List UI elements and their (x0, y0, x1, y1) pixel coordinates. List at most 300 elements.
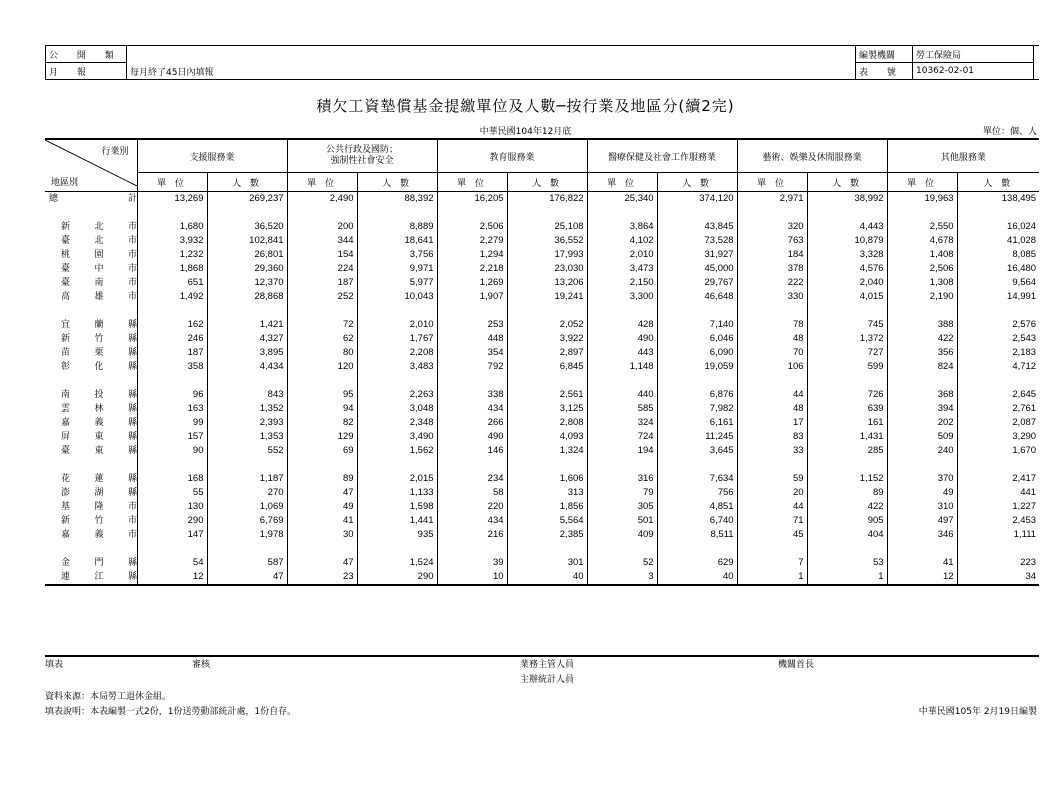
region-cell (45, 346, 137, 360)
table-row (45, 360, 1039, 374)
units-cell: 216 (437, 528, 507, 542)
units-cell: 4,678 (887, 234, 957, 248)
industry-header: 教育服務業 (437, 139, 587, 173)
spacer-cell (957, 206, 1039, 220)
units-cell: 3,473 (587, 262, 657, 276)
region-name: 臺 北 市 (61, 236, 137, 246)
units-cell: 330 (737, 290, 807, 304)
units-cell: 434 (437, 402, 507, 416)
region-name: 花 蓮 縣 (61, 474, 137, 484)
units-cell: 12 (137, 570, 207, 585)
persons-cell: 2,052 (507, 318, 587, 332)
units-cell: 266 (437, 416, 507, 430)
persons-cell: 3,756 (357, 248, 437, 262)
region-cell (45, 290, 137, 304)
units-cell: 1,680 (137, 220, 207, 234)
persons-cell: 2,453 (957, 514, 1039, 528)
persons-cell: 19,241 (507, 290, 587, 304)
industry-label: 行業別 (101, 147, 129, 157)
persons-subheader: 人 數 (357, 173, 437, 192)
units-cell: 19,963 (887, 192, 957, 207)
units-cell: 55 (137, 486, 207, 500)
persons-cell: 6,876 (657, 388, 737, 402)
persons-cell: 46,648 (657, 290, 737, 304)
persons-cell: 404 (807, 528, 887, 542)
units-cell: 80 (287, 346, 357, 360)
spacer-cell (657, 304, 737, 318)
persons-cell: 29,767 (657, 276, 737, 290)
persons-cell: 1,598 (357, 500, 437, 514)
persons-cell: 2,183 (957, 346, 1039, 360)
units-cell: 792 (437, 360, 507, 374)
spacer-cell (137, 542, 207, 556)
persons-cell: 2,015 (357, 472, 437, 486)
spacer-cell (657, 206, 737, 220)
units-cell: 95 (287, 388, 357, 402)
region-name: 總 計 (49, 194, 137, 204)
persons-cell: 26,801 (207, 248, 287, 262)
units-cell: 168 (137, 472, 207, 486)
persons-cell: 1,421 (207, 318, 287, 332)
persons-cell: 2,208 (357, 346, 437, 360)
header-agency-label: 編製機關 (856, 46, 913, 63)
table-row (45, 388, 1039, 402)
units-cell: 220 (437, 500, 507, 514)
units-cell: 71 (737, 514, 807, 528)
spacer-cell (807, 458, 887, 472)
spacer-cell (657, 542, 737, 556)
persons-cell: 40 (657, 570, 737, 585)
units-cell: 434 (437, 514, 507, 528)
persons-cell: 1,670 (957, 444, 1039, 458)
units-cell: 48 (737, 332, 807, 346)
region-name: 屏 東 縣 (61, 432, 137, 442)
units-cell: 12 (887, 570, 957, 585)
persons-cell: 40 (507, 570, 587, 585)
report-date: 中華民國104年12月底 (479, 127, 572, 137)
region-name: 雲 林 縣 (61, 404, 137, 414)
spacer-cell (45, 542, 137, 556)
units-cell: 200 (287, 220, 357, 234)
units-cell: 2,010 (587, 248, 657, 262)
spacer-cell (507, 458, 587, 472)
persons-cell: 269,237 (207, 192, 287, 207)
region-label: 地區別 (51, 178, 79, 188)
units-cell: 106 (737, 360, 807, 374)
units-cell: 184 (737, 248, 807, 262)
spacer-row (45, 206, 1039, 220)
persons-cell: 1,767 (357, 332, 437, 346)
region-name: 臺 東 縣 (61, 446, 137, 456)
persons-cell: 23,030 (507, 262, 587, 276)
footer-source: 資料來源：本局勞工退休金組。 (45, 692, 172, 702)
spacer-cell (587, 374, 657, 388)
region-cell (45, 486, 137, 500)
persons-cell: 629 (657, 556, 737, 570)
persons-cell: 47 (207, 570, 287, 585)
units-cell: 1,232 (137, 248, 207, 262)
persons-cell: 4,015 (807, 290, 887, 304)
persons-cell: 3,290 (957, 430, 1039, 444)
persons-cell: 102,841 (207, 234, 287, 248)
persons-cell: 4,327 (207, 332, 287, 346)
units-cell: 49 (287, 500, 357, 514)
persons-cell: 6,769 (207, 514, 287, 528)
units-cell: 41 (287, 514, 357, 528)
persons-cell: 1,562 (357, 444, 437, 458)
region-cell (45, 318, 137, 332)
table-row (45, 570, 1039, 585)
units-cell: 724 (587, 430, 657, 444)
persons-subheader: 人 數 (957, 173, 1039, 192)
table-row (45, 486, 1039, 500)
persons-cell: 2,263 (357, 388, 437, 402)
persons-cell: 9,564 (957, 276, 1039, 290)
table-row (45, 402, 1039, 416)
persons-cell: 1,441 (357, 514, 437, 528)
persons-cell: 9,971 (357, 262, 437, 276)
units-cell: 44 (737, 500, 807, 514)
persons-cell: 1,133 (357, 486, 437, 500)
spacer-cell (45, 304, 137, 318)
units-cell: 422 (887, 332, 957, 346)
spacer-cell (287, 374, 357, 388)
spacer-cell (137, 206, 207, 220)
units-cell: 49 (887, 486, 957, 500)
spacer-cell (437, 304, 507, 318)
persons-cell: 3,483 (357, 360, 437, 374)
spacer-cell (887, 206, 957, 220)
persons-cell: 1,353 (207, 430, 287, 444)
spacer-cell (437, 458, 507, 472)
region-name: 彰 化 縣 (61, 362, 137, 372)
persons-cell: 935 (357, 528, 437, 542)
units-cell: 157 (137, 430, 207, 444)
units-cell: 187 (137, 346, 207, 360)
persons-cell: 2,543 (957, 332, 1039, 346)
units-cell: 3,300 (587, 290, 657, 304)
footer-reviewer: 審核 (192, 660, 211, 670)
persons-cell: 28,868 (207, 290, 287, 304)
units-cell: 2,218 (437, 262, 507, 276)
spacer-cell (437, 542, 507, 556)
persons-cell: 53 (807, 556, 887, 570)
persons-cell: 7,982 (657, 402, 737, 416)
units-cell: 1,148 (587, 360, 657, 374)
persons-cell: 285 (807, 444, 887, 458)
persons-cell: 4,712 (957, 360, 1039, 374)
units-cell: 3 (587, 570, 657, 585)
units-cell: 54 (137, 556, 207, 570)
units-cell: 440 (587, 388, 657, 402)
persons-cell: 4,851 (657, 500, 737, 514)
persons-cell: 726 (807, 388, 887, 402)
table-row (45, 500, 1039, 514)
units-cell: 17 (737, 416, 807, 430)
persons-cell: 2,576 (957, 318, 1039, 332)
persons-cell: 441 (957, 486, 1039, 500)
units-cell: 20 (737, 486, 807, 500)
spacer-row (45, 542, 1039, 556)
table-row (45, 346, 1039, 360)
table-row (45, 234, 1039, 248)
industry-header: 支援服務業 (137, 139, 287, 173)
persons-cell: 8,511 (657, 528, 737, 542)
persons-cell: 1,431 (807, 430, 887, 444)
units-cell: 246 (137, 332, 207, 346)
units-cell: 368 (887, 388, 957, 402)
units-cell: 39 (437, 556, 507, 570)
persons-cell: 17,993 (507, 248, 587, 262)
persons-cell: 6,046 (657, 332, 737, 346)
persons-cell: 8,085 (957, 248, 1039, 262)
region-cell (45, 500, 137, 514)
table-row (45, 430, 1039, 444)
persons-cell: 11,245 (657, 430, 737, 444)
spacer-cell (957, 458, 1039, 472)
persons-cell: 756 (657, 486, 737, 500)
persons-cell: 223 (957, 556, 1039, 570)
industry-header: 醫療保健及社會工作服務業 (587, 139, 737, 173)
spacer-cell (957, 374, 1039, 388)
persons-cell: 36,552 (507, 234, 587, 248)
units-cell: 370 (887, 472, 957, 486)
persons-cell: 1,856 (507, 500, 587, 514)
units-subheader: 單 位 (287, 173, 357, 192)
header-form-no-value: 10362-02-01 (913, 63, 1034, 80)
spacer-cell (507, 206, 587, 220)
persons-cell: 6,845 (507, 360, 587, 374)
table-row (45, 262, 1039, 276)
region-cell (45, 332, 137, 346)
persons-cell: 6,740 (657, 514, 737, 528)
footer-business-supervisor: 業務主管人員 (520, 660, 575, 670)
units-cell: 72 (287, 318, 357, 332)
spacer-row (45, 374, 1039, 388)
units-cell: 96 (137, 388, 207, 402)
persons-cell: 4,434 (207, 360, 287, 374)
units-cell: 3,864 (587, 220, 657, 234)
units-cell: 428 (587, 318, 657, 332)
persons-cell: 43,845 (657, 220, 737, 234)
units-subheader: 單 位 (587, 173, 657, 192)
spacer-cell (357, 374, 437, 388)
spacer-cell (887, 542, 957, 556)
units-cell: 23 (287, 570, 357, 585)
units-cell: 824 (887, 360, 957, 374)
persons-cell: 843 (207, 388, 287, 402)
spacer-cell (887, 374, 957, 388)
spacer-cell (437, 374, 507, 388)
spacer-cell (657, 458, 737, 472)
region-cell (45, 570, 137, 585)
persons-cell: 5,564 (507, 514, 587, 528)
persons-cell: 2,645 (957, 388, 1039, 402)
region-cell (45, 234, 137, 248)
spacer-cell (957, 542, 1039, 556)
units-cell: 240 (887, 444, 957, 458)
header-public-label: 公 開 類 (46, 46, 127, 63)
persons-cell: 10,879 (807, 234, 887, 248)
table-row (45, 290, 1039, 304)
units-cell: 16,205 (437, 192, 507, 207)
persons-cell: 1,187 (207, 472, 287, 486)
spacer-cell (357, 458, 437, 472)
data-table (45, 138, 1039, 586)
table-row (45, 318, 1039, 332)
persons-cell: 3,645 (657, 444, 737, 458)
footer-note: 填表說明：本表編製一式2份，1份送勞動部統計處，1份自存。 (45, 707, 297, 717)
persons-cell: 1,227 (957, 500, 1039, 514)
region-name: 連 江 縣 (61, 572, 137, 582)
units-cell: 79 (587, 486, 657, 500)
persons-cell: 34 (957, 570, 1039, 585)
units-subheader: 單 位 (737, 173, 807, 192)
units-cell: 222 (737, 276, 807, 290)
spacer-cell (207, 542, 287, 556)
region-cell (45, 388, 137, 402)
footer-stats-supervisor: 主辦統計人員 (520, 675, 575, 685)
units-cell: 44 (737, 388, 807, 402)
table-row (45, 416, 1039, 430)
persons-cell: 4,093 (507, 430, 587, 444)
persons-cell: 3,048 (357, 402, 437, 416)
units-cell: 94 (287, 402, 357, 416)
spacer-row (45, 458, 1039, 472)
spacer-cell (807, 304, 887, 318)
spacer-cell (437, 206, 507, 220)
table-row (45, 248, 1039, 262)
spacer-cell (737, 374, 807, 388)
persons-cell: 3,490 (357, 430, 437, 444)
units-cell: 70 (737, 346, 807, 360)
header-agency-value: 勞工保險局 (913, 46, 1034, 63)
units-cell: 78 (737, 318, 807, 332)
units-cell: 2,490 (287, 192, 357, 207)
persons-cell: 1,152 (807, 472, 887, 486)
table-row (45, 192, 1039, 207)
persons-cell: 2,561 (507, 388, 587, 402)
persons-cell: 7,634 (657, 472, 737, 486)
region-cell (45, 556, 137, 570)
spacer-cell (207, 374, 287, 388)
spacer-cell (45, 458, 137, 472)
persons-subheader: 人 數 (207, 173, 287, 192)
units-cell: 162 (137, 318, 207, 332)
persons-cell: 2,385 (507, 528, 587, 542)
industry-header: 公共行政及國防； 強制性社會安全 (287, 139, 437, 173)
spacer-cell (207, 206, 287, 220)
units-subheader: 單 位 (887, 173, 957, 192)
persons-cell: 3,125 (507, 402, 587, 416)
region-name: 新 竹 市 (61, 516, 137, 526)
persons-cell: 19,059 (657, 360, 737, 374)
spacer-cell (737, 458, 807, 472)
spacer-cell (45, 374, 137, 388)
region-cell (45, 248, 137, 262)
units-cell: 394 (887, 402, 957, 416)
persons-cell: 2,417 (957, 472, 1039, 486)
units-cell: 358 (137, 360, 207, 374)
units-cell: 48 (737, 402, 807, 416)
units-cell: 585 (587, 402, 657, 416)
units-cell: 443 (587, 346, 657, 360)
units-cell: 1,294 (437, 248, 507, 262)
units-cell: 2,971 (737, 192, 807, 207)
persons-cell: 1,069 (207, 500, 287, 514)
units-cell: 33 (737, 444, 807, 458)
region-name: 桃 園 市 (61, 250, 137, 260)
units-cell: 763 (737, 234, 807, 248)
units-cell: 305 (587, 500, 657, 514)
spacer-cell (287, 458, 357, 472)
units-cell: 59 (737, 472, 807, 486)
header-report-label: 月 報 (46, 63, 127, 80)
persons-cell: 45,000 (657, 262, 737, 276)
table-row (45, 472, 1039, 486)
units-cell: 448 (437, 332, 507, 346)
units-cell: 129 (287, 430, 357, 444)
footer-compiled-date: 中華民國105年 2月19日編製 (918, 707, 1037, 717)
units-cell: 58 (437, 486, 507, 500)
table-row (45, 514, 1039, 528)
persons-cell: 905 (807, 514, 887, 528)
region-name: 澎 湖 縣 (61, 488, 137, 498)
persons-cell: 12,370 (207, 276, 287, 290)
persons-cell: 6,161 (657, 416, 737, 430)
spacer-cell (957, 304, 1039, 318)
persons-cell: 6,090 (657, 346, 737, 360)
region-cell (45, 262, 137, 276)
persons-cell: 88,392 (357, 192, 437, 207)
persons-cell: 138,495 (957, 192, 1039, 207)
persons-cell: 10,043 (357, 290, 437, 304)
spacer-cell (287, 304, 357, 318)
spacer-cell (507, 374, 587, 388)
units-cell: 316 (587, 472, 657, 486)
spacer-cell (357, 206, 437, 220)
units-cell: 490 (587, 332, 657, 346)
persons-cell: 745 (807, 318, 887, 332)
persons-cell: 1,372 (807, 332, 887, 346)
spacer-cell (207, 304, 287, 318)
region-name: 臺 南 市 (61, 278, 137, 288)
units-cell: 99 (137, 416, 207, 430)
industry-header: 其他服務業 (887, 139, 1039, 173)
spacer-cell (807, 206, 887, 220)
units-cell: 290 (137, 514, 207, 528)
region-name: 高 雄 市 (61, 292, 137, 302)
units-cell: 3,932 (137, 234, 207, 248)
persons-cell: 270 (207, 486, 287, 500)
units-cell: 2,506 (887, 262, 957, 276)
footer-agency-head: 機關首長 (778, 660, 815, 670)
units-cell: 509 (887, 430, 957, 444)
units-cell: 154 (287, 248, 357, 262)
units-cell: 47 (287, 486, 357, 500)
units-cell: 30 (287, 528, 357, 542)
region-name: 金 門 縣 (61, 558, 137, 568)
units-cell: 324 (587, 416, 657, 430)
persons-cell: 3,922 (507, 332, 587, 346)
spacer-cell (207, 458, 287, 472)
persons-cell: 3,895 (207, 346, 287, 360)
header-public-value (127, 46, 244, 63)
units-cell: 89 (287, 472, 357, 486)
region-cell (45, 444, 137, 458)
persons-cell: 13,206 (507, 276, 587, 290)
spacer-cell (737, 304, 807, 318)
